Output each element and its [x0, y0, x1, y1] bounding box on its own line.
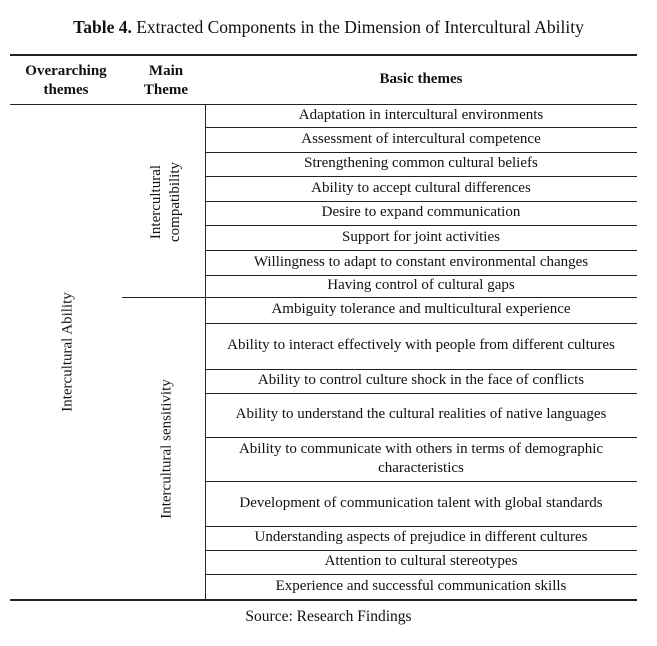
basic-theme-row: Experience and successful communication skills: [275, 577, 567, 594]
basic-theme-row: Attention to cultural stereotypes: [324, 553, 518, 570]
main-theme-compatibility-line1: Intercultural: [148, 164, 164, 240]
table-top-rule: [10, 54, 637, 56]
basic-theme-row: Adaptation in intercultural environments: [298, 106, 544, 123]
basic-theme-row: Ability to communicate with others in terms of demographic characteristics: [238, 440, 604, 476]
basic-theme-row: Desire to expand communication: [321, 204, 521, 221]
header-basic-themes: Basic themes: [379, 71, 463, 87]
header-main-line2: Theme: [143, 82, 189, 98]
table-source: Source: Research Findings: [245, 608, 412, 625]
table-caption-label: Table 4.: [73, 17, 132, 37]
basic-theme-row: Strengthening common cultural beliefs: [304, 155, 538, 172]
basic-theme-row: Ability to accept cultural differences: [311, 179, 531, 196]
main-theme-compatibility: [147, 162, 185, 242]
table-caption-text: Extracted Components in the Dimension of Intercultural Ability: [136, 17, 584, 37]
header-overarching-line1: Overarching: [25, 63, 107, 79]
basic-theme-row: Ambiguity tolerance and multicultural experience: [271, 301, 571, 318]
basic-theme-row: Ability to control culture shock in the face of conflicts: [257, 372, 585, 389]
table-bottom-rule: [10, 599, 637, 601]
basic-theme-row: Ability to interact effectively with people from different cultures: [227, 337, 615, 354]
basic-theme-row: Development of communication talent with global standards: [239, 494, 603, 511]
header-overarching-themes: [12, 62, 120, 100]
basic-theme-row: Willingness to adapt to constant environmental changes: [253, 253, 589, 270]
basic-theme-row: Assessment of intercultural competence: [301, 130, 541, 147]
basic-theme-row: Understanding aspects of prejudice in different cultures: [254, 529, 588, 546]
basic-theme-row: Support for joint activities: [342, 228, 500, 245]
header-main-theme: [128, 62, 204, 100]
main-theme-sensitivity: Intercultural sensitivity: [158, 379, 175, 519]
table-caption: [0, 16, 657, 38]
header-main-line1: Main: [148, 63, 184, 79]
main-theme-compatibility-line2: compatibility: [167, 162, 183, 242]
basic-theme-row: Ability to understand the cultural realities of native languages: [235, 406, 607, 423]
header-overarching-line2: themes: [43, 82, 89, 98]
basic-theme-row: Having control of cultural gaps: [327, 277, 515, 294]
overarching-theme-label: Intercultural Ability: [59, 292, 76, 412]
